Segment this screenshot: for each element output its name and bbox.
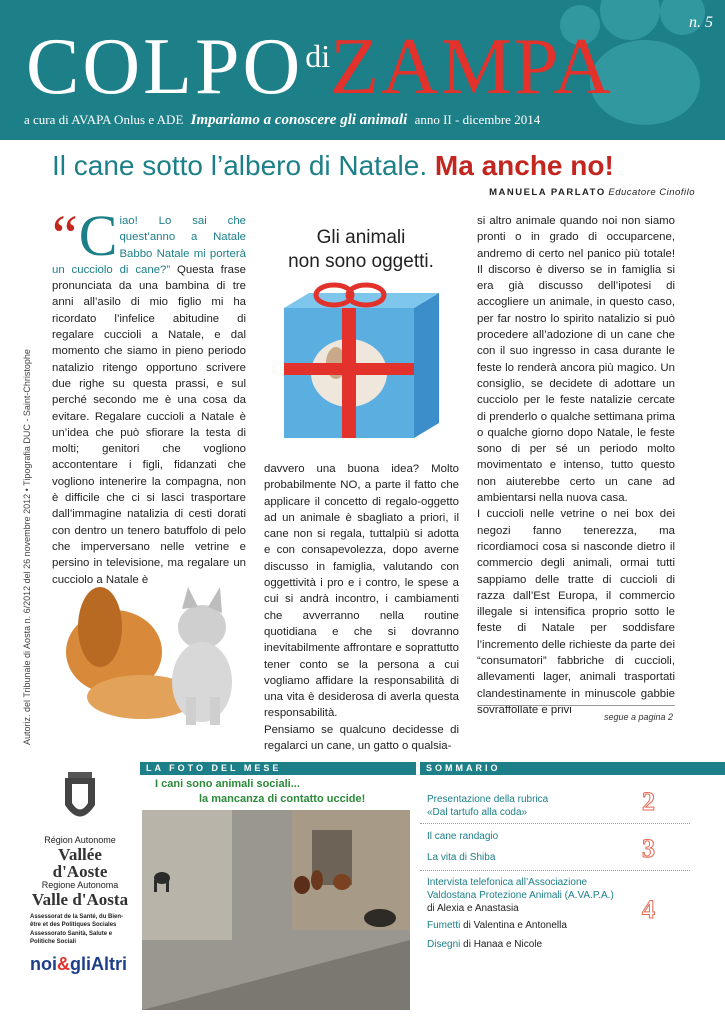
logo-di: di <box>305 38 331 74</box>
sommario-item-1[interactable] <box>427 793 548 819</box>
item-6-label: Disegni <box>427 939 461 950</box>
foto-mese-caption <box>155 777 365 807</box>
edition: anno II - dicembre 2014 <box>414 112 541 127</box>
issue-number: n. 5 <box>689 14 713 31</box>
article-title <box>52 150 614 182</box>
stray-dogs-photo <box>142 810 410 1010</box>
sommario-item-6[interactable] <box>427 938 542 951</box>
noi-part3: gliAltri <box>70 954 127 974</box>
coat-of-arms-icon <box>30 770 130 830</box>
lead-quote: iao! Lo sai che quest’anno a Natale Babbo Natale mi porterà un cucciolo di cane?” <box>52 215 246 276</box>
legal-note: Autoriz. del Tribunale di Aosta n. 6/2012 del 26 novembre 2012 • Tipografia DUC - Saint-Christophe <box>22 349 32 745</box>
column-2-paragraph-1: davvero una buona idea? Molto probabilmente NO, a parte il fatto che applicare il concetto di regalo-oggetto ad un animale è sbagliato a priori, il cane non si regala, tuttalpiù si adotta e con consapevolezza, dopo averne discusso in famiglia, valutando con oggettività i pro e i contro, le spese a cui si andrà incontro, i cambiamenti che avverranno nella routine quotidiana e che si dovranno inevitabilmente affrontare e soprattutto tener conto se la persona a cui vogliamo affidare la responsabilità di una vita è desiderosa di averla questa responsabilità. <box>264 463 459 720</box>
region-fr: Région Autonome <box>44 835 116 845</box>
noi-gli-altri-logo <box>30 954 130 975</box>
sommario-item-2[interactable]: Il cane randagio <box>427 831 499 842</box>
foto-mese-header: LA FOTO DEL MESE <box>140 762 416 775</box>
sommario-item-4[interactable] <box>427 876 614 915</box>
item-4-line-a: Intervista telefonica all’Associazione <box>427 877 588 888</box>
assess-it: Assessorato Sanità, Salute e Politiche Sociali <box>30 931 113 945</box>
noi-part2: & <box>57 954 70 974</box>
sommario-header: SOMMARIO <box>420 762 725 775</box>
page-number-2: 2 <box>642 787 655 816</box>
region-it: Regione Autonoma <box>41 880 119 890</box>
assess-fr: Assessorat de la Santé, du Bien-être et des Politiques Sociales <box>30 914 124 928</box>
column-3-paragraph-1: si altro animale quando noi non siamo pronti o in grado di occuparcene, andremo di certo nel panico più totale! Il discorso è diverso se in famiglia si era già discusso dell’ipotesi di accogliere un animale, in questo caso, per far nostro lo spirito natalizio si può procedere all’adozione di un cane che con il suo ingresso in casa durante le feste lo renderà ancora più magico. Un consiglio, se decidete di adottare un cucciolo per le feste natalizie cercate di prenderlo o qualche settimana prima o qualche giorno dopo Natale, le feste sono di per sé un periodo molto movimentato e intenso, tutto questo non aiuterebbe certo un cane ad ambientarsi nella nuova casa. <box>477 215 675 505</box>
motto: Impariamo a conoscere gli animali <box>190 112 408 128</box>
article-column-1 <box>52 203 246 588</box>
column-2-paragraph-2: Pensiamo se qualcuno decidesse di regalarci un cane, un gatto o qualsia- <box>264 723 459 753</box>
title-part1: Il cane sotto l’albero di Natale. <box>52 150 428 181</box>
newspaper-logo <box>26 22 613 113</box>
masthead-subline <box>24 112 540 129</box>
item-5-label: Fumetti <box>427 920 461 931</box>
sommario-divider <box>420 870 690 871</box>
author-byline <box>489 187 695 198</box>
masthead <box>0 0 725 140</box>
item-4-line-b: Valdostana Protezione Animali (A.VA.P.A.) <box>427 890 614 901</box>
drop-cap: C <box>78 203 118 268</box>
item-1-line-b: «Dal tartufo alla coda» <box>427 807 528 818</box>
curated-by: a cura di AVAPA Onlus e ADE <box>24 112 184 127</box>
column-3-paragraph-2: I cuccioli nelle vetrine o nei box dei negozi fanno tenerezza, ma ricordiamoci cosa si nasconde dietro il commercio degli animali, ormai tutti sappiamo delle tratte di cuccioli di razza dall’Est Europa, il commercio illegale si intensifica proprio sotto le feste di Natale per soddisfare l’incremento delle richieste da parte dei “consumatori” fabbriche di cuccioli, allevamenti lager, animali trasportati clandestinamente in minuscole gabbie sovraffollate e privi <box>477 508 675 716</box>
caption-line1: I cani sono animali sociali... <box>155 778 300 790</box>
title-part2: Ma anche no! <box>434 150 614 181</box>
logo-colpo: COLPO <box>26 23 304 111</box>
va-it: Valle d'Aosta <box>31 890 129 909</box>
sponsor-logos <box>30 770 130 975</box>
author-name: MANUELA PARLATO <box>489 187 606 198</box>
sommario-item-3[interactable]: La vita di Shiba <box>427 852 496 863</box>
item-6-authors: di Hanaa e Nicole <box>460 939 543 950</box>
continued-note: segue a pagina 2 <box>603 712 673 722</box>
page-number-3: 3 <box>642 834 655 863</box>
puppy-kitten-photo <box>52 557 246 727</box>
author-role: Educatore Cinofilo <box>608 187 695 198</box>
article-column-3 <box>477 213 675 718</box>
poster-line2: non sono oggetti. <box>288 251 434 272</box>
va-fr: Vallée d'Aoste <box>52 845 108 881</box>
sommario-divider <box>420 823 690 824</box>
item-4-line-c: di Alexia e Anastasia <box>427 903 519 914</box>
item-1-line-a: Presentazione della rubrica <box>427 794 549 805</box>
page-number-4: 4 <box>642 895 655 924</box>
noi-part1: noi <box>30 954 57 974</box>
column-rule <box>477 705 675 706</box>
gift-box-poster <box>264 213 459 453</box>
item-5-authors: di Valentina e Antonella <box>460 920 567 931</box>
caption-line2: la mancanza di contatto uccide! <box>199 793 366 805</box>
logo-zampa: ZAMPA <box>330 23 613 111</box>
sommario-item-5[interactable] <box>427 919 567 932</box>
poster-line1: Gli animali <box>316 227 406 248</box>
drop-quote: “ <box>52 203 78 268</box>
column-1-text: Questa frase pronunciata da una bambina di tre anni all’asilo di mio figlio mi ha ricordato l’infelice abitudine di regalare cuccioli a Natale, e dal momento che siamo in pieno periodo natalizio ritengo opportuno scrivere due righe su questa prassi, e sul perché secondo me è una cosa da evitare. Regalare cuccioli a Natale è un’idea che può sfiorare la testa di molti; genitori che vogliono accontentare i figli, fidanzati che vogliono intenerire la compagna, non è difficile che ci si lasci trasportare dall’immagine natalizia di cesti dorati con dentro un tenero batuffolo di pelo che imperversano nelle vetrine e persino in televisione, ma regalare un cucciolo a Natale è <box>52 263 246 586</box>
article-column-2 <box>264 461 459 754</box>
